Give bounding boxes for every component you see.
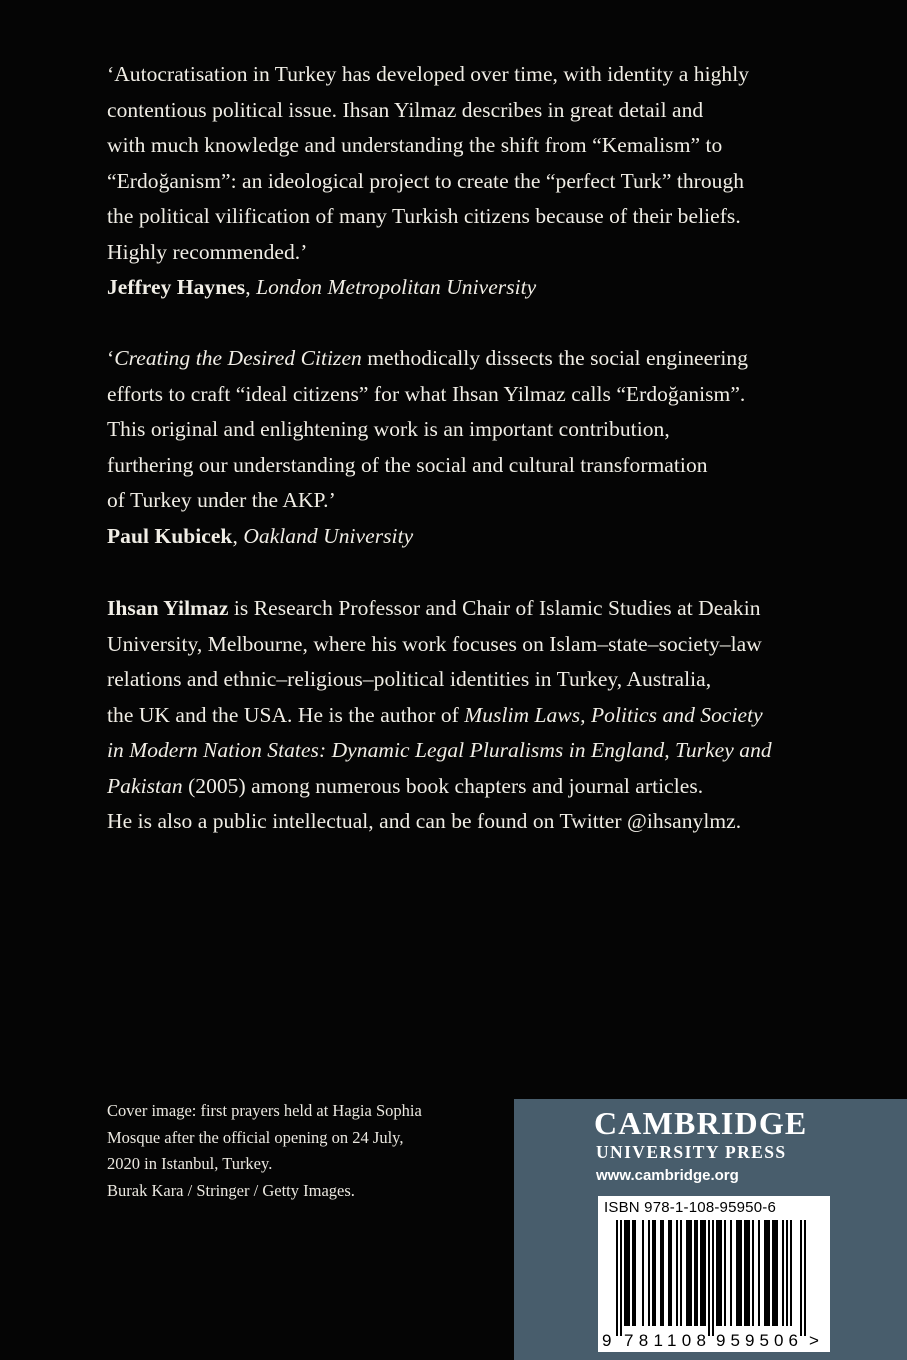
- publisher-logo-subname: UNIVERSITY PRESS: [596, 1142, 787, 1162]
- barcode-bar: [702, 1220, 704, 1326]
- barcode-bar: [776, 1220, 778, 1326]
- barcode-bar: [680, 1220, 682, 1326]
- publisher-website: www.cambridge.org: [596, 1167, 739, 1184]
- quote-line: of Turkey under the AKP.’: [107, 488, 336, 512]
- quote-attribution: [107, 270, 827, 306]
- barcode-image: [598, 1196, 830, 1352]
- barcode-left-digits: 781108: [624, 1331, 706, 1350]
- attribution-separator: ,: [245, 275, 257, 299]
- quote-line: ‘Autocratisation in Turkey has developed over time, with identity a highly: [107, 62, 750, 86]
- bio-line: [107, 591, 827, 627]
- barcode-bar: [648, 1220, 650, 1326]
- bio-line: [107, 698, 827, 734]
- quote-line: [107, 341, 827, 377]
- barcode-bar: [624, 1220, 626, 1326]
- barcode-bar: [804, 1220, 806, 1336]
- review-quote-haynes: [107, 57, 827, 306]
- barcode-bar: [700, 1220, 702, 1326]
- barcode-bar: [740, 1220, 742, 1326]
- isbn-label: ISBN 978-1-108-95950-6: [604, 1199, 777, 1216]
- barcode-bar: [716, 1220, 718, 1326]
- barcode-bar: [746, 1220, 748, 1326]
- barcode-bar: [688, 1220, 690, 1326]
- barcode-bar: [790, 1220, 792, 1326]
- attribution-separator: ,: [232, 523, 244, 548]
- barcode-bar: [764, 1220, 766, 1326]
- publisher-panel: [514, 1099, 907, 1360]
- barcode-bar: [752, 1220, 754, 1326]
- barcode-bar: [628, 1220, 630, 1326]
- barcode-bar: [720, 1220, 722, 1326]
- barcode-bar: [738, 1220, 740, 1326]
- book-title: Creating the Desired Citizen: [114, 346, 362, 370]
- barcode-bar: [758, 1220, 760, 1326]
- isbn-barcode: [598, 1196, 830, 1352]
- quote-line: “Erdoğanism”: an ideological project to create the “perfect Turk” through: [107, 168, 745, 193]
- reviewer-affiliation: Oakland University: [243, 523, 414, 548]
- credit-line: Burak Kara / Stringer / Getty Images.: [107, 1180, 355, 1200]
- quote-line: contentious political issue. Ihsan Yilmaz describes in great detail and: [107, 97, 704, 122]
- barcode-bar: [676, 1220, 678, 1326]
- barcode-bar: [662, 1220, 664, 1326]
- author-book-title: Pakistan: [107, 773, 183, 798]
- barcode-bar: [800, 1220, 802, 1336]
- barcode-bar: [786, 1220, 788, 1326]
- reviewer-name: Jeffrey Haynes: [107, 275, 246, 299]
- barcode-quiet-mark: >: [809, 1331, 819, 1350]
- bio-text: is Research Professor and Chair of Islamic Studies at Deakin: [228, 596, 761, 620]
- quote-line: the political vilification of many Turkish citizens because of their beliefs.: [107, 204, 741, 228]
- barcode-bar: [654, 1220, 656, 1326]
- barcode-bar: [686, 1220, 688, 1326]
- author-book-title: in Modern Nation States: Dynamic Legal Pluralisms in England, Turkey and: [107, 738, 772, 762]
- cover-image-credit: [107, 1098, 507, 1204]
- barcode-bar: [690, 1220, 692, 1326]
- bio-line: relations and ethnic–religious–political identities in Turkey, Australia,: [107, 667, 712, 691]
- reviewer-name: Paul Kubicek: [107, 523, 233, 548]
- credit-line: Mosque after the official opening on 24 July,: [107, 1127, 404, 1147]
- barcode-bar: [774, 1220, 776, 1326]
- quote-line: with much knowledge and understanding the shift from “Kemalism” to: [107, 133, 723, 157]
- quote-line-rest: methodically dissects the social engineering: [361, 346, 749, 370]
- bio-line: [107, 769, 827, 805]
- publisher-logo-name: CAMBRIDGE: [594, 1105, 808, 1141]
- barcode-bar: [660, 1220, 662, 1326]
- bio-line: He is also a public intellectual, and can be found on Twitter @ihsanylmz.: [107, 809, 742, 833]
- quote-line: efforts to craft “ideal citizens” for what Ihsan Yilmaz calls “Erdoğanism”.: [107, 381, 746, 406]
- barcode-bar: [696, 1220, 698, 1326]
- barcode-bar: [748, 1220, 750, 1326]
- author-bio: [107, 591, 827, 840]
- barcode-bar: [620, 1220, 622, 1336]
- reviewer-affiliation: London Metropolitan University: [256, 275, 537, 299]
- quote-line: Highly recommended.’: [107, 239, 308, 264]
- barcode-first-digit: 9: [602, 1331, 612, 1350]
- barcode-bar: [730, 1220, 732, 1326]
- credit-line: 2020 in Istanbul, Turkey.: [107, 1154, 273, 1173]
- barcode-bar: [616, 1220, 618, 1336]
- author-book-title: Muslim Laws, Politics and Society: [464, 702, 763, 727]
- review-quote-kubicek: [107, 341, 827, 554]
- barcode-bar: [652, 1220, 654, 1326]
- barcode-bar: [634, 1220, 636, 1326]
- barcode-bar: [670, 1220, 672, 1326]
- barcode-right-digits: 959506: [716, 1331, 798, 1350]
- credit-line: Cover image: first prayers held at Hagia Sophia: [107, 1101, 422, 1120]
- barcode-bar: [642, 1220, 644, 1326]
- barcode-bar: [668, 1220, 670, 1326]
- quote-line: furthering our understanding of the social and cultural transformation: [107, 452, 708, 477]
- barcode-bar: [718, 1220, 720, 1326]
- barcode-bar: [744, 1220, 746, 1326]
- bio-text: the UK and the USA. He is the author of: [107, 702, 465, 727]
- barcode-bar: [768, 1220, 770, 1326]
- barcode-bars: [616, 1220, 806, 1336]
- barcode-bar: [766, 1220, 768, 1326]
- barcode-bar: [712, 1220, 714, 1336]
- quote-open-mark: ‘: [107, 346, 115, 370]
- author-name: Ihsan Yilmaz: [107, 596, 229, 620]
- barcode-bar: [704, 1220, 706, 1326]
- quote-line: This original and enlightening work is an important contribution,: [107, 417, 670, 441]
- barcode-bar: [708, 1220, 710, 1336]
- barcode-bar: [736, 1220, 738, 1326]
- barcode-bar: [724, 1220, 726, 1326]
- barcode-bar: [694, 1220, 696, 1326]
- bio-line: University, Melbourne, where his work focuses on Islam–state–society–law: [107, 631, 762, 656]
- bio-line: [107, 733, 827, 769]
- bio-text: (2005) among numerous book chapters and journal articles.: [182, 773, 704, 798]
- barcode-bar: [632, 1220, 634, 1326]
- barcode-bar: [782, 1220, 784, 1326]
- barcode-bar: [626, 1220, 628, 1326]
- barcode-bar: [772, 1220, 774, 1326]
- quote-attribution: [107, 519, 827, 555]
